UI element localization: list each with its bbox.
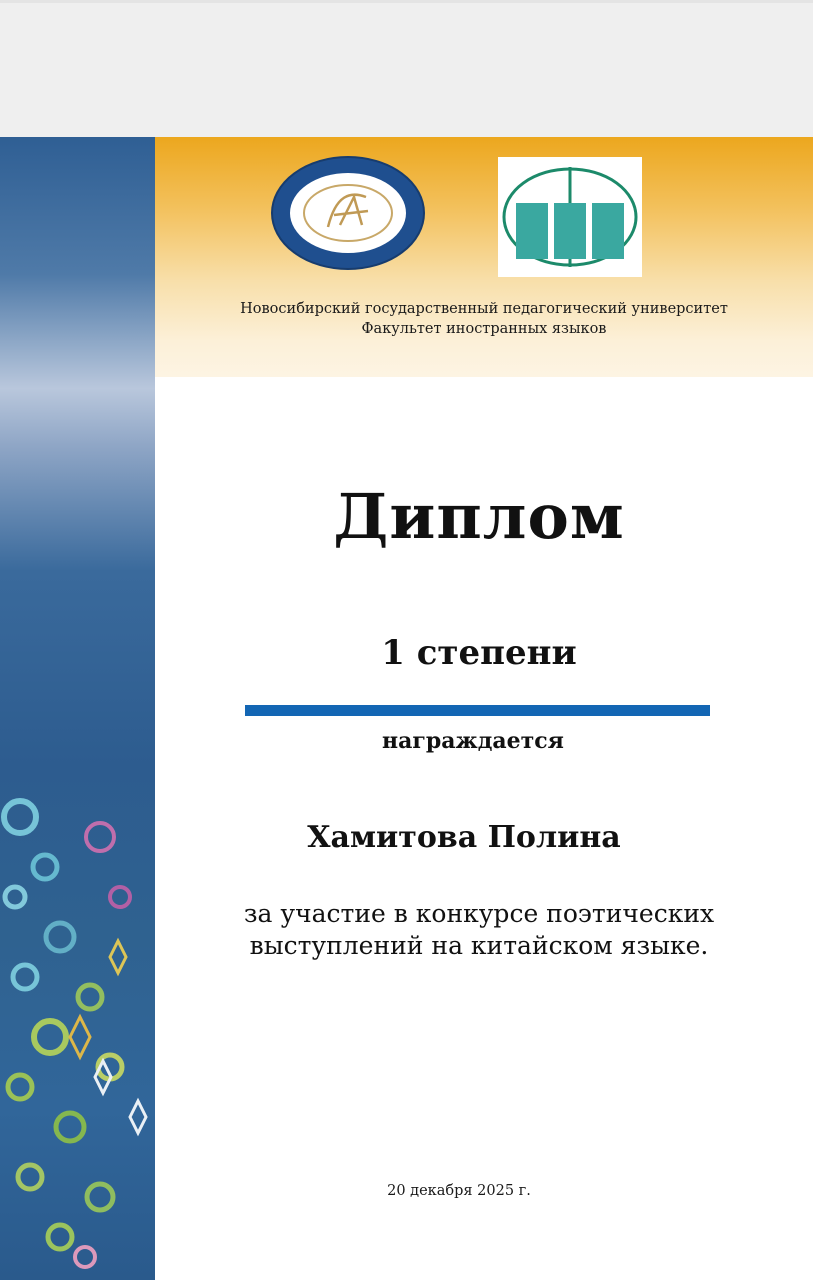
- top-blank-area: [0, 0, 813, 137]
- accent-divider: [245, 705, 710, 716]
- decorative-side-panel: [0, 137, 155, 1280]
- diploma-date: 20 декабря 2025 г.: [387, 1183, 531, 1199]
- university-name: Новосибирский государственный педагогический университет: [240, 301, 728, 317]
- faculty-logo: [498, 157, 642, 277]
- header-band: [155, 137, 813, 377]
- award-reason-line-2: выступлений на китайском языке.: [249, 931, 709, 960]
- diploma-degree: 1 степени: [381, 633, 577, 673]
- decorative-pattern: [0, 137, 155, 1280]
- award-reason-line-1: за участие в конкурсе поэтических: [243, 899, 715, 928]
- university-seal-logo: [270, 155, 426, 272]
- recipient-name: Хамитова Полина: [307, 820, 621, 855]
- awarded-label: награждается: [382, 728, 564, 754]
- faculty-name: Факультет иностранных языков: [361, 321, 607, 337]
- diploma-title: Диплом: [333, 480, 625, 553]
